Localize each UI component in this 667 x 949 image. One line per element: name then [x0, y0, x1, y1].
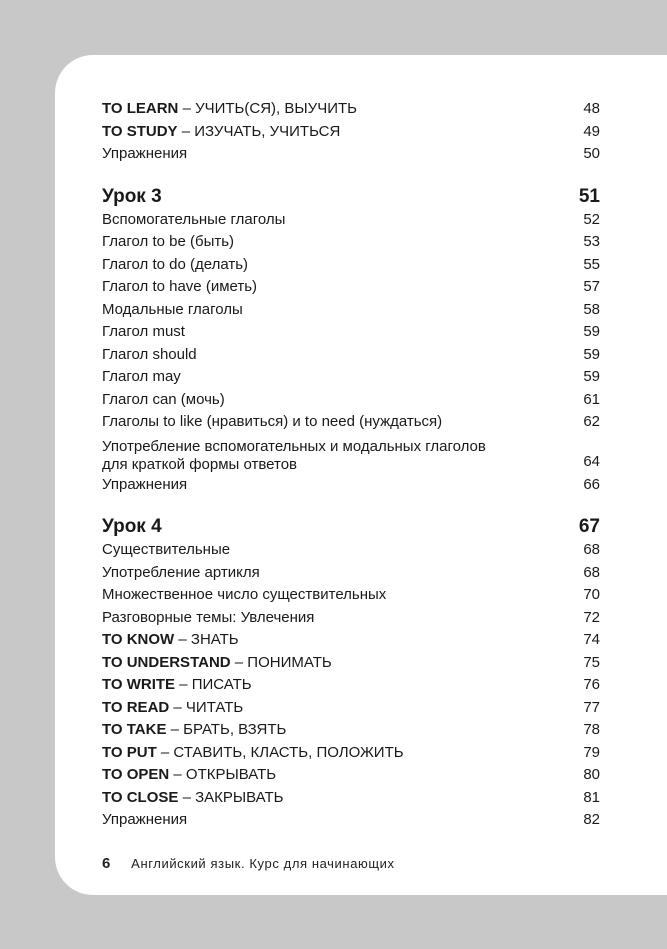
toc-entry — [102, 697, 600, 720]
toc-entry-page: 59 — [583, 368, 600, 385]
toc-entry-label: TO LEARN – УЧИТЬ(СЯ), ВЫУЧИТЬ — [102, 100, 357, 117]
toc-entry-page: 59 — [583, 345, 600, 363]
toc-entry — [102, 742, 600, 765]
toc-entry-label: TO KNOW – ЗНАТЬ — [102, 631, 239, 648]
toc-entry — [102, 411, 600, 434]
toc-entry — [102, 121, 600, 144]
toc-entry-page: 75 — [583, 653, 600, 671]
toc-entry — [102, 539, 600, 562]
toc-entry-label: Упражнения — [102, 145, 188, 162]
toc-entry — [102, 629, 600, 652]
toc-entry — [102, 719, 600, 742]
toc-entry — [102, 276, 600, 299]
toc-entry-page: 82 — [583, 811, 600, 828]
toc-entry-label: Глагол to be (быть) — [102, 233, 235, 250]
toc-entry-page: 66 — [583, 475, 600, 493]
toc-entry-label: Глагол can (мочь) — [102, 390, 225, 408]
page-footer — [102, 855, 395, 872]
toc-entry — [102, 438, 600, 474]
page-number: 6 — [102, 855, 111, 872]
toc-entry-label: Глагол should — [102, 345, 197, 363]
toc-entry — [102, 299, 600, 322]
toc-entry-page: 77 — [583, 698, 600, 716]
toc-entry — [102, 474, 600, 497]
lesson-heading — [102, 515, 600, 539]
toc-entry-label: Множественное число существительных — [102, 586, 387, 603]
toc-entry-label: Модальные глаголы — [102, 300, 243, 318]
toc-entry-label: Глагол must — [102, 323, 185, 340]
toc-entry-label: TO CLOSE – ЗАКРЫВАТЬ — [102, 788, 284, 806]
toc-entry-label: TO TAKE – БРАТЬ, ВЗЯТЬ — [102, 721, 287, 738]
toc-entry-page: 59 — [583, 323, 600, 340]
toc-entry — [102, 344, 600, 367]
toc-entry-page: 68 — [583, 563, 600, 581]
toc-entry-label: Упражнения — [102, 811, 188, 828]
toc-entry-page: 72 — [583, 608, 600, 626]
table-of-contents — [102, 98, 600, 832]
toc-entry-page: 79 — [583, 743, 600, 761]
toc-entry-label: TO UNDERSTAND – ПОНИМАТЬ — [102, 653, 332, 671]
toc-entry — [102, 254, 600, 277]
toc-entry-page: 50 — [583, 145, 600, 162]
toc-entry-label: Глагол to do (делать) — [102, 255, 249, 273]
toc-entry-page: 53 — [583, 233, 600, 250]
toc-entry — [102, 652, 600, 675]
toc-entry — [102, 607, 600, 630]
toc-entry-label: Употребление артикля — [102, 563, 260, 581]
lesson-page: 67 — [578, 516, 600, 537]
toc-entry-page: 68 — [583, 541, 600, 558]
book-title: Английский язык. Курс для начинающих — [131, 856, 395, 871]
toc-entry — [102, 231, 600, 254]
toc-entry — [102, 389, 600, 412]
lesson-heading — [102, 185, 600, 209]
toc-entry — [102, 98, 600, 121]
toc-entry-page: 49 — [583, 122, 600, 140]
toc-entry-label: Глаголы to like (нравиться) и to need (нуждаться) — [102, 413, 443, 430]
toc-entry — [102, 809, 600, 832]
lesson-page: 51 — [578, 185, 600, 207]
toc-entry-page: 81 — [583, 788, 600, 806]
toc-entry-label: TO PUT – СТАВИТЬ, КЛАСТЬ, ПОЛОЖИТЬ — [102, 743, 404, 761]
toc-entry — [102, 787, 600, 810]
toc-entry-page: 78 — [583, 721, 600, 738]
toc-entry-label: TO READ – ЧИТАТЬ — [102, 698, 244, 716]
toc-entry-label: TO WRITE – ПИСАТЬ — [102, 676, 252, 693]
toc-entry — [102, 674, 600, 697]
lesson-entries — [102, 539, 600, 832]
toc-entry — [102, 764, 600, 787]
toc-entry — [102, 584, 600, 607]
lesson-title: Урок 4 — [102, 516, 162, 537]
toc-entry-page: 57 — [583, 278, 600, 295]
toc-entry — [102, 366, 600, 389]
toc-entry-label: TO STUDY – ИЗУЧАТЬ, УЧИТЬСЯ — [102, 122, 341, 140]
toc-entry-page: 64 — [583, 453, 600, 470]
toc-entry-label: Упражнения — [102, 475, 188, 493]
toc-entry-page: 52 — [583, 210, 600, 228]
toc-entry-page: 61 — [583, 390, 600, 408]
toc-entry — [102, 143, 600, 166]
toc-entry-page: 70 — [583, 586, 600, 603]
lesson-title: Урок 3 — [102, 185, 162, 207]
toc-entry-label: Существительные — [102, 541, 231, 558]
toc-entry-label: Употребление вспомогательных и модальных глаголов для краткой формы ответов — [102, 437, 486, 473]
toc-entry-label: Глагол to have (иметь) — [102, 278, 258, 295]
toc-entry — [102, 321, 600, 344]
toc-entry-page: 48 — [583, 100, 600, 117]
document-page — [55, 55, 667, 895]
toc-entry-page: 74 — [583, 631, 600, 648]
toc-entry-label: Разговорные темы: Увлечения — [102, 608, 315, 626]
toc-entry — [102, 562, 600, 585]
toc-entry-label: TO OPEN – ОТКРЫВАТЬ — [102, 766, 277, 783]
toc-entry-page: 80 — [583, 766, 600, 783]
toc-entry-page: 58 — [583, 300, 600, 318]
toc-entry-label: Глагол may — [102, 368, 181, 385]
toc-entry — [102, 209, 600, 232]
toc-entry-label: Вспомогательные глаголы — [102, 210, 286, 228]
toc-entry-page: 62 — [583, 413, 600, 430]
toc-entry-page: 55 — [583, 255, 600, 273]
toc-entry-page: 76 — [583, 676, 600, 693]
